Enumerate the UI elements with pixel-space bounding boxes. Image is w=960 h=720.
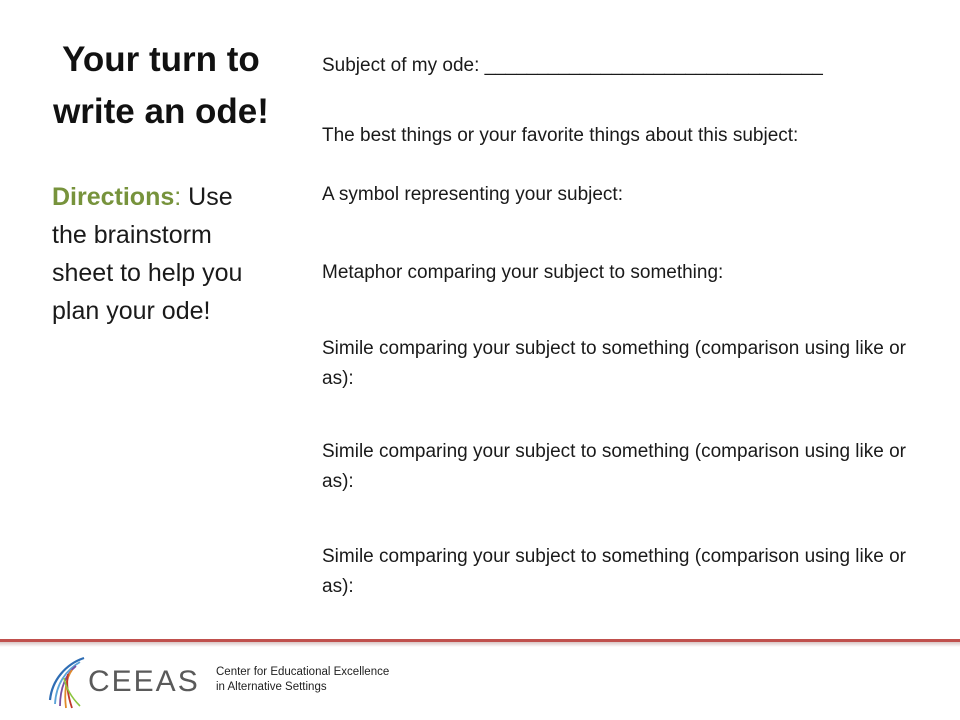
prompt-simile-3: Simile comparing your subject to something (comparison using like or as): [322, 546, 906, 597]
title-line-2: write an ode! [53, 92, 269, 131]
prompt-subject: Subject of my ode: ________________________________ [322, 55, 823, 76]
logo-full-name [216, 665, 389, 695]
directions-colon: : [174, 183, 182, 211]
prompt-metaphor: Metaphor comparing your subject to something: [322, 262, 724, 283]
prompt-symbol: A symbol representing your subject: [322, 184, 623, 205]
logo-full-line-1: Center for Educational Excellence [216, 666, 390, 678]
directions-text [52, 178, 267, 330]
ceeas-logo [44, 654, 390, 712]
prompt-simile-2: Simile comparing your subject to something (comparison using like or as): [322, 441, 906, 492]
page-title [30, 34, 292, 138]
ceeas-swoosh-icon [44, 654, 90, 712]
logo-acronym: CEEAS [88, 665, 200, 698]
directions-label: Directions [52, 183, 175, 211]
prompt-best-things: The best things or your favorite things about this subject: [322, 125, 799, 146]
footer-divider-shadow [0, 642, 960, 647]
prompt-simile-1: Simile comparing your subject to something (comparison using like or as): [322, 338, 906, 389]
logo-full-line-2: in Alternative Settings [216, 681, 327, 693]
directions-body: Use the brainstorm sheet to help you plan your ode! [52, 183, 243, 325]
title-line-1: Your turn to [62, 40, 260, 79]
